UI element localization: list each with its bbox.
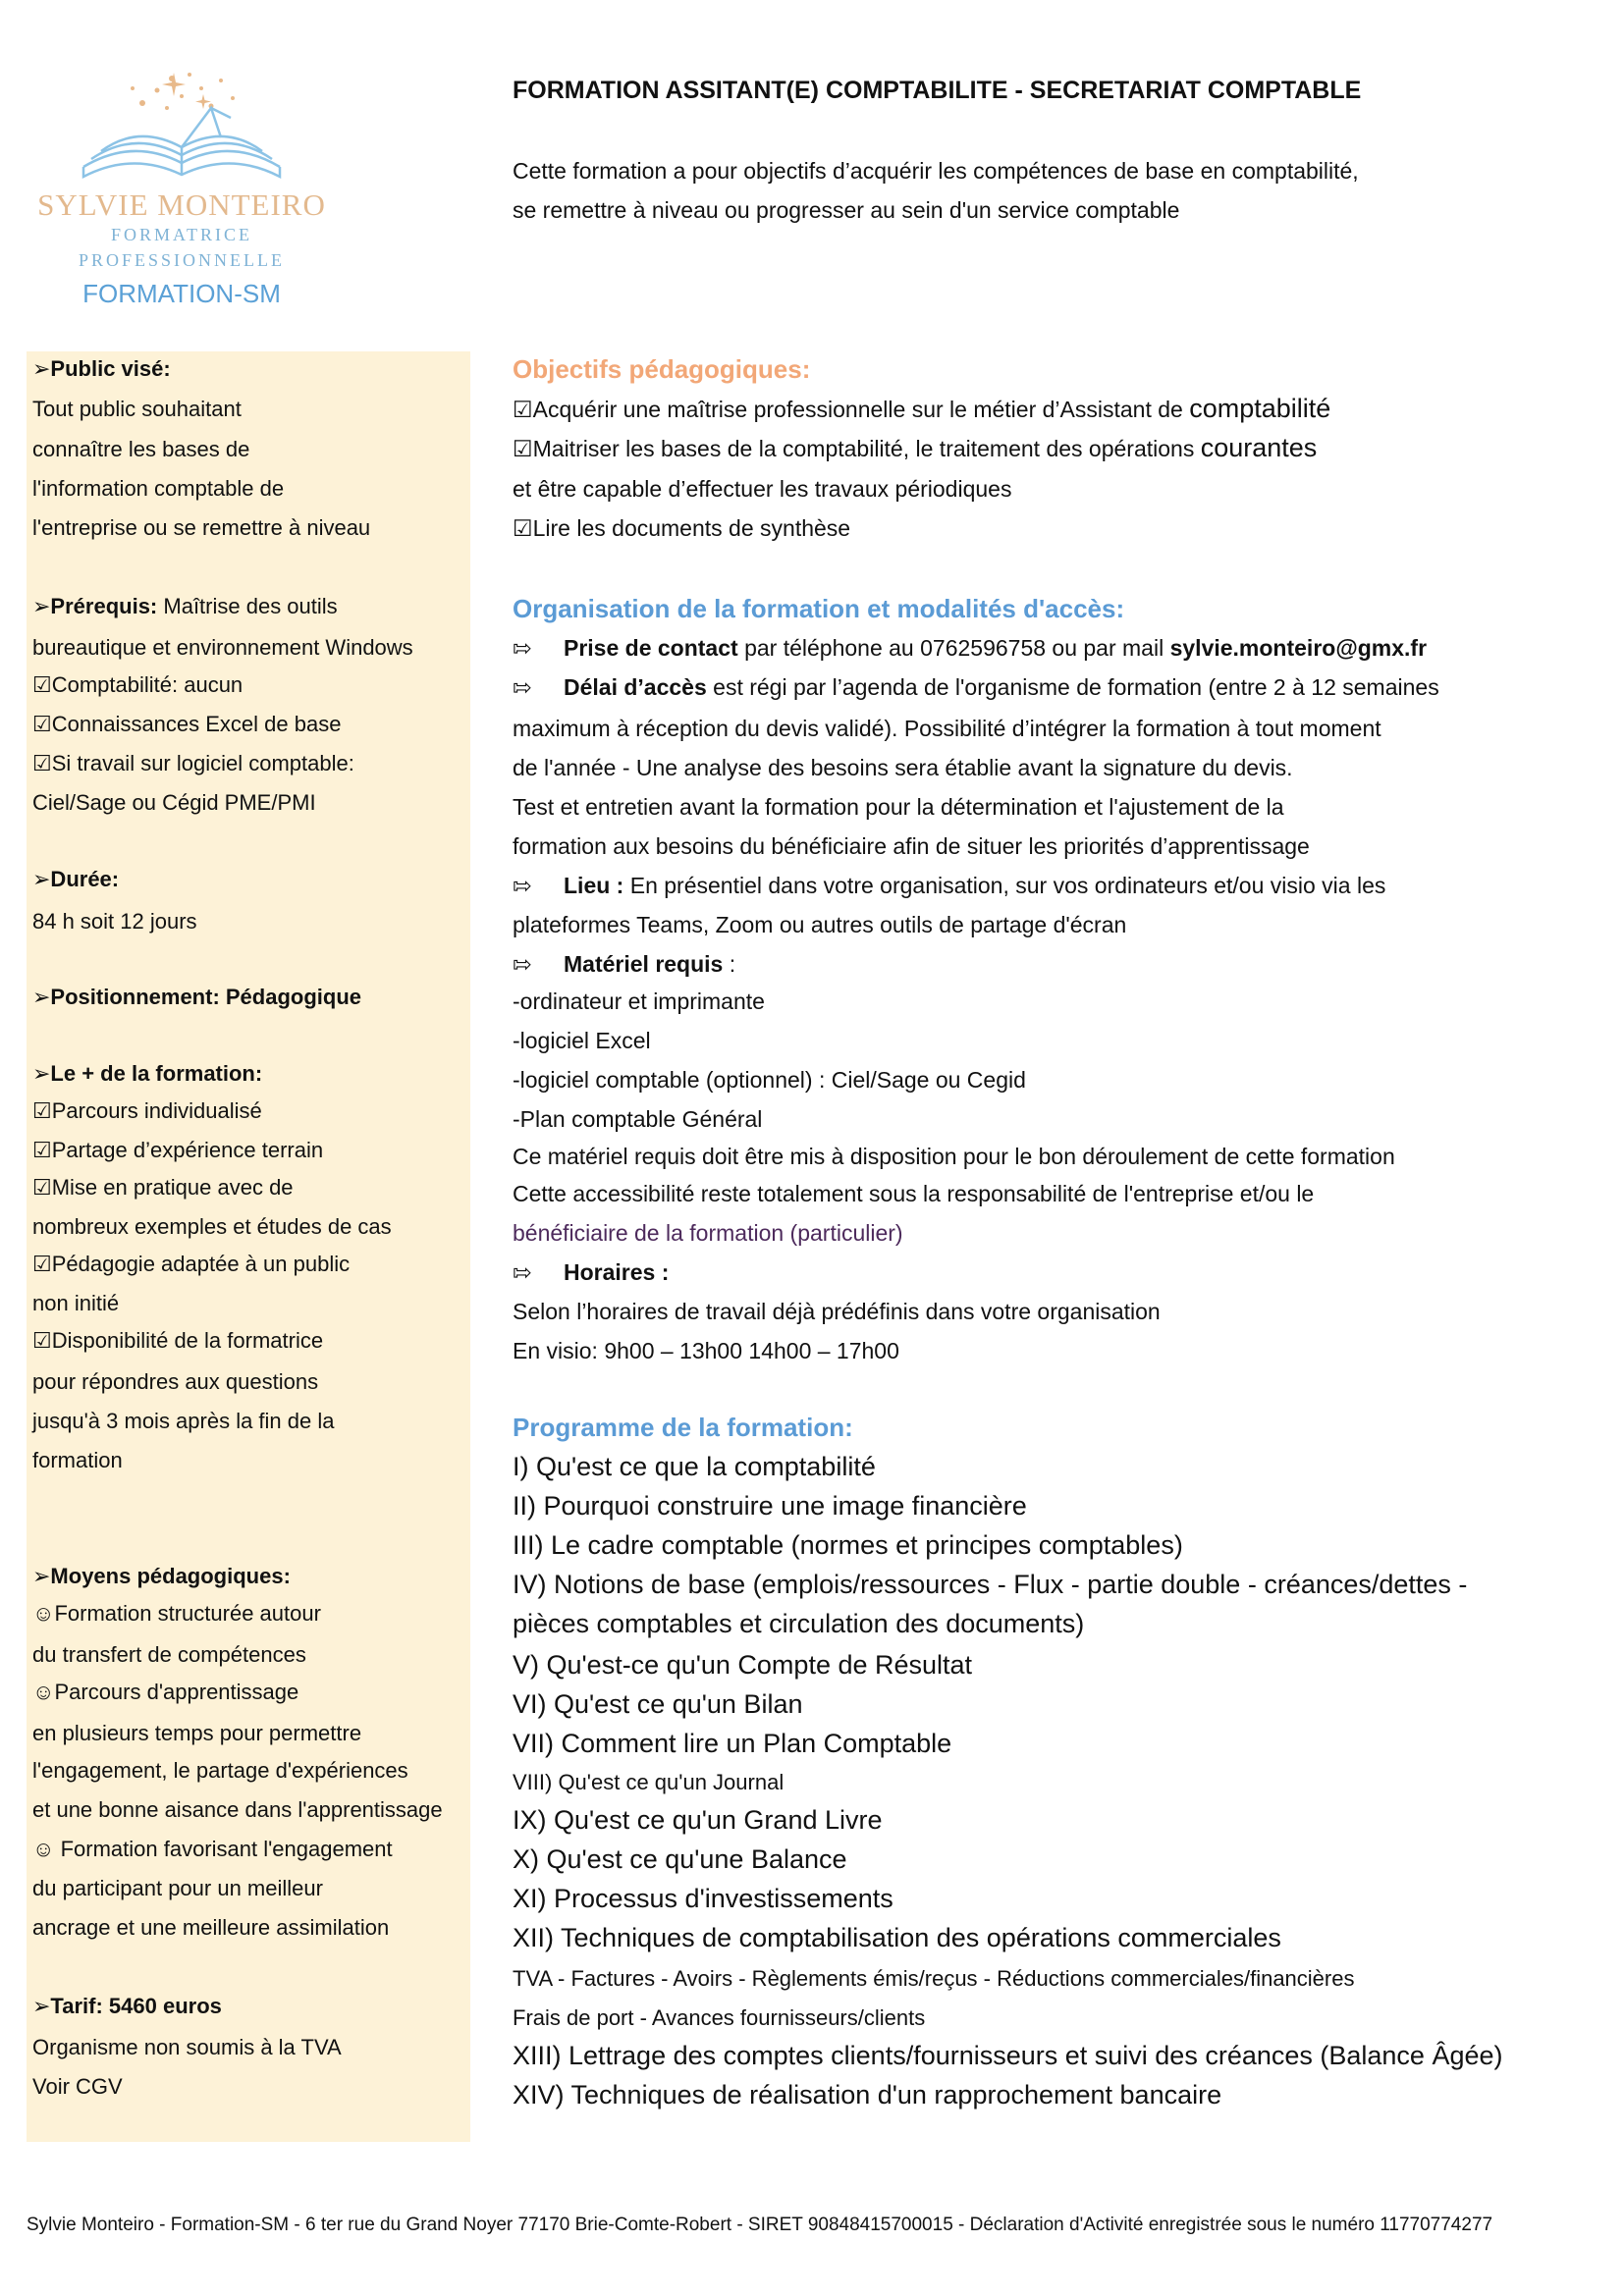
page-title: FORMATION ASSITANT(E) COMPTABILITE - SECRETARIAT COMPTABLE xyxy=(513,77,1362,104)
objectif-item xyxy=(513,434,1317,462)
materiel-line xyxy=(513,950,735,978)
logo-subtitle-1: FORMATRICE xyxy=(110,225,253,244)
programme-item: VI) Qu'est ce qu'un Bilan xyxy=(513,1689,803,1719)
programme-item: VIII) Qu'est ce qu'un Journal xyxy=(513,1770,785,1794)
logo-subtitle-2: PROFESSIONNELLE xyxy=(78,250,285,270)
materiel-line: -logiciel Excel xyxy=(513,1028,651,1053)
prereq-label: ➢Prérequis: xyxy=(32,594,158,618)
moyens-line: ☺Formation structurée autour xyxy=(32,1601,321,1626)
materiel-line: -logiciel comptable (optionnel) : Ciel/Sage ou Cegid xyxy=(513,1067,1026,1093)
lieu-text: En présentiel dans votre organisation, sur vos ordinateurs et/ou visio via les xyxy=(623,873,1386,898)
materiel-label: Matériel requis xyxy=(564,951,724,977)
objectif-item: ☑Lire les documents de synthèse xyxy=(513,515,851,541)
duree-label: ➢Durée: xyxy=(32,867,120,891)
programme-item: II) Pourquoi construire une image financière xyxy=(513,1491,1027,1521)
programme-item: pièces comptables et circulation des documents) xyxy=(513,1609,1085,1638)
moyens-line: du transfert de compétences xyxy=(32,1642,306,1667)
programme-item: V) Qu'est-ce qu'un Compte de Résultat xyxy=(513,1650,973,1680)
moyens-line: du participant pour un meilleur xyxy=(32,1876,323,1900)
delai-line: Test et entretien avant la formation pour la détermination et l'ajustement de la xyxy=(513,794,1284,820)
arrow-icon: ⇰ xyxy=(513,674,532,700)
materiel-colon: : xyxy=(723,951,736,977)
programme-item: TVA - Factures - Avoirs - Règlements émis/reçus - Réductions commerciales/financières xyxy=(513,1966,1355,1991)
moyens-label: ➢Moyens pédagogiques: xyxy=(32,1564,291,1588)
contact-line xyxy=(513,634,1427,662)
prereq-line: ☑Si travail sur logiciel comptable: xyxy=(32,751,354,775)
plus-line: jusqu'à 3 mois après la fin de la xyxy=(32,1409,335,1433)
plus-line: ☑Parcours individualisé xyxy=(32,1098,262,1123)
moyens-line: en plusieurs temps pour permettre xyxy=(32,1721,362,1745)
objectif-text-emph: courantes xyxy=(1200,433,1318,462)
delai-line: formation aux besoins du bénéficiaire afin de situer les priorités d’apprentissage xyxy=(513,833,1310,859)
objectif-item xyxy=(513,395,1330,423)
tarif-label: ➢Tarif: 5460 euros xyxy=(32,1994,222,2018)
programme-item: XIII) Lettrage des comptes clients/fournisseurs et suivi des créances (Balance Âgée) xyxy=(513,2041,1503,2070)
materiel-line: -ordinateur et imprimante xyxy=(513,988,765,1014)
programme-item: Frais de port - Avances fournisseurs/clients xyxy=(513,2005,926,2030)
organisation-heading: Organisation de la formation et modalités d'accès: xyxy=(513,594,1125,623)
prereq-value: Maîtrise des outils xyxy=(157,594,338,618)
objectif-item: et être capable d’effectuer les travaux périodiques xyxy=(513,476,1012,502)
arrow-icon: ⇰ xyxy=(513,635,532,661)
horaires-label: Horaires : xyxy=(564,1259,670,1285)
plus-line: pour répondres aux questions xyxy=(32,1369,319,1394)
delai-text: est régi par l’agenda de l'organisme de formation (entre 2 à 12 semaines xyxy=(706,674,1439,700)
moyens-line: ☺Parcours d'apprentissage xyxy=(32,1680,299,1704)
lieu-label: Lieu : xyxy=(564,873,624,898)
moyens-line: l'engagement, le partage d'expériences xyxy=(32,1758,408,1783)
prereq-line: bureautique et environnement Windows xyxy=(32,635,413,660)
logo-brand: FORMATION-SM xyxy=(82,279,281,308)
tarif-line: Organisme non soumis à la TVA xyxy=(32,2035,342,2059)
delai-line: maximum à réception du devis validé). Possibilité d’intégrer la formation à tout moment xyxy=(513,716,1381,741)
contact-text: par téléphone au 0762596758 ou par mail xyxy=(737,635,1170,661)
public-line: l'entreprise ou se remettre à niveau xyxy=(32,515,371,540)
arrow-icon: ⇰ xyxy=(513,951,532,977)
horaires-line: Selon l’horaires de travail déjà prédéfinis dans votre organisation xyxy=(513,1299,1161,1324)
intro-line: Cette formation a pour objectifs d’acquérir les compétences de base en comptabilité, xyxy=(513,158,1359,184)
prereq-line: ☑Connaissances Excel de base xyxy=(32,712,342,736)
materiel-line: Cette accessibilité reste totalement sous la responsabilité de l'entreprise et/ou le xyxy=(513,1181,1315,1206)
public-line: connaître les bases de xyxy=(32,437,250,461)
programme-heading: Programme de la formation: xyxy=(513,1413,853,1442)
programme-item: IV) Notions de base (emplois/ressources - Flux - partie double - créances/dettes - xyxy=(513,1570,1468,1599)
horaires-line: En visio: 9h00 – 13h00 14h00 – 17h00 xyxy=(513,1338,899,1363)
logo xyxy=(29,69,334,309)
delai-label: Délai d’accès xyxy=(564,674,707,700)
horaires-line xyxy=(513,1258,669,1286)
public-line: Tout public souhaitant xyxy=(32,397,242,421)
sidebar-info-panel xyxy=(27,351,470,2142)
objectif-text-emph: comptabilité xyxy=(1189,394,1331,423)
plus-line: ☑Mise en pratique avec de xyxy=(32,1175,294,1200)
arrow-icon: ⇰ xyxy=(513,1259,532,1285)
plus-label: ➢Le + de la formation: xyxy=(32,1061,263,1086)
plus-line: formation xyxy=(32,1448,123,1472)
programme-item: XII) Techniques de comptabilisation des opérations commerciales xyxy=(513,1923,1281,1952)
prereq-heading xyxy=(32,593,338,620)
programme-item: XI) Processus d'investissements xyxy=(513,1884,893,1913)
plus-line: ☑Pédagogie adaptée à un public xyxy=(32,1252,351,1276)
delai-line xyxy=(513,673,1439,701)
public-label: ➢Public visé: xyxy=(32,356,171,381)
programme-item: XIV) Techniques de réalisation d'un rapprochement bancaire xyxy=(513,2080,1222,2109)
lieu-line xyxy=(513,872,1385,899)
plus-line: ☑Partage d’expérience terrain xyxy=(32,1138,324,1162)
arrow-icon: ⇰ xyxy=(513,873,532,898)
programme-item: I) Qu'est ce que la comptabilité xyxy=(513,1452,876,1481)
prereq-line: Ciel/Sage ou Cégid PME/PMI xyxy=(32,790,316,815)
materiel-line: Ce matériel requis doit être mis à disposition pour le bon déroulement de cette formation xyxy=(513,1144,1395,1169)
intro-line: se remettre à niveau ou progresser au sein d'un service comptable xyxy=(513,197,1180,223)
lieu-line: plateformes Teams, Zoom ou autres outils de partage d'écran xyxy=(513,912,1127,937)
materiel-line: -Plan comptable Général xyxy=(513,1106,763,1132)
moyens-line: ancrage et une meilleure assimilation xyxy=(32,1915,390,1940)
objectif-text: ☑Maitriser les bases de la comptabilité, le traitement des opérations xyxy=(513,436,1201,461)
logo-name: SYLVIE MONTEIRO xyxy=(37,187,326,222)
positionnement-label: ➢Positionnement: Pédagogique xyxy=(32,985,362,1009)
moyens-line: ☺ Formation favorisant l'engagement xyxy=(32,1837,393,1861)
moyens-line: et une bonne aisance dans l'apprentissage xyxy=(32,1797,443,1822)
prereq-line: ☑Comptabilité: aucun xyxy=(32,672,244,697)
footer: Sylvie Monteiro - Formation-SM - 6 ter rue du Grand Noyer 77170 Brie-Comte-Robert - SIRET 90848415700015 - Déclaration d'Activité enregistrée sous le numéro 11770774277 xyxy=(27,2215,1493,2235)
plus-line: ☑Disponibilité de la formatrice xyxy=(32,1328,324,1353)
programme-item: III) Le cadre comptable (normes et principes comptables) xyxy=(513,1530,1183,1560)
programme-item: IX) Qu'est ce qu'un Grand Livre xyxy=(513,1805,883,1835)
plus-line: nombreux exemples et études de cas xyxy=(32,1214,392,1239)
tarif-line: Voir CGV xyxy=(32,2074,123,2099)
programme-item: VII) Comment lire un Plan Comptable xyxy=(513,1729,952,1758)
open-book-icon xyxy=(64,69,299,187)
contact-label: Prise de contact xyxy=(564,635,738,661)
contact-email: sylvie.monteiro@gmx.fr xyxy=(1169,635,1428,661)
materiel-line: bénéficiaire de la formation (particulier) xyxy=(513,1220,903,1246)
programme-item: X) Qu'est ce qu'une Balance xyxy=(513,1844,847,1874)
delai-line: de l'année - Une analyse des besoins sera établie avant la signature du devis. xyxy=(513,755,1293,780)
objectif-text: ☑Acquérir une maîtrise professionnelle sur le métier d’Assistant de xyxy=(513,397,1190,422)
public-line: l'information comptable de xyxy=(32,476,285,501)
objectifs-heading: Objectifs pédagogiques: xyxy=(513,354,811,384)
plus-line: non initié xyxy=(32,1291,120,1315)
duree-value: 84 h soit 12 jours xyxy=(32,909,197,934)
